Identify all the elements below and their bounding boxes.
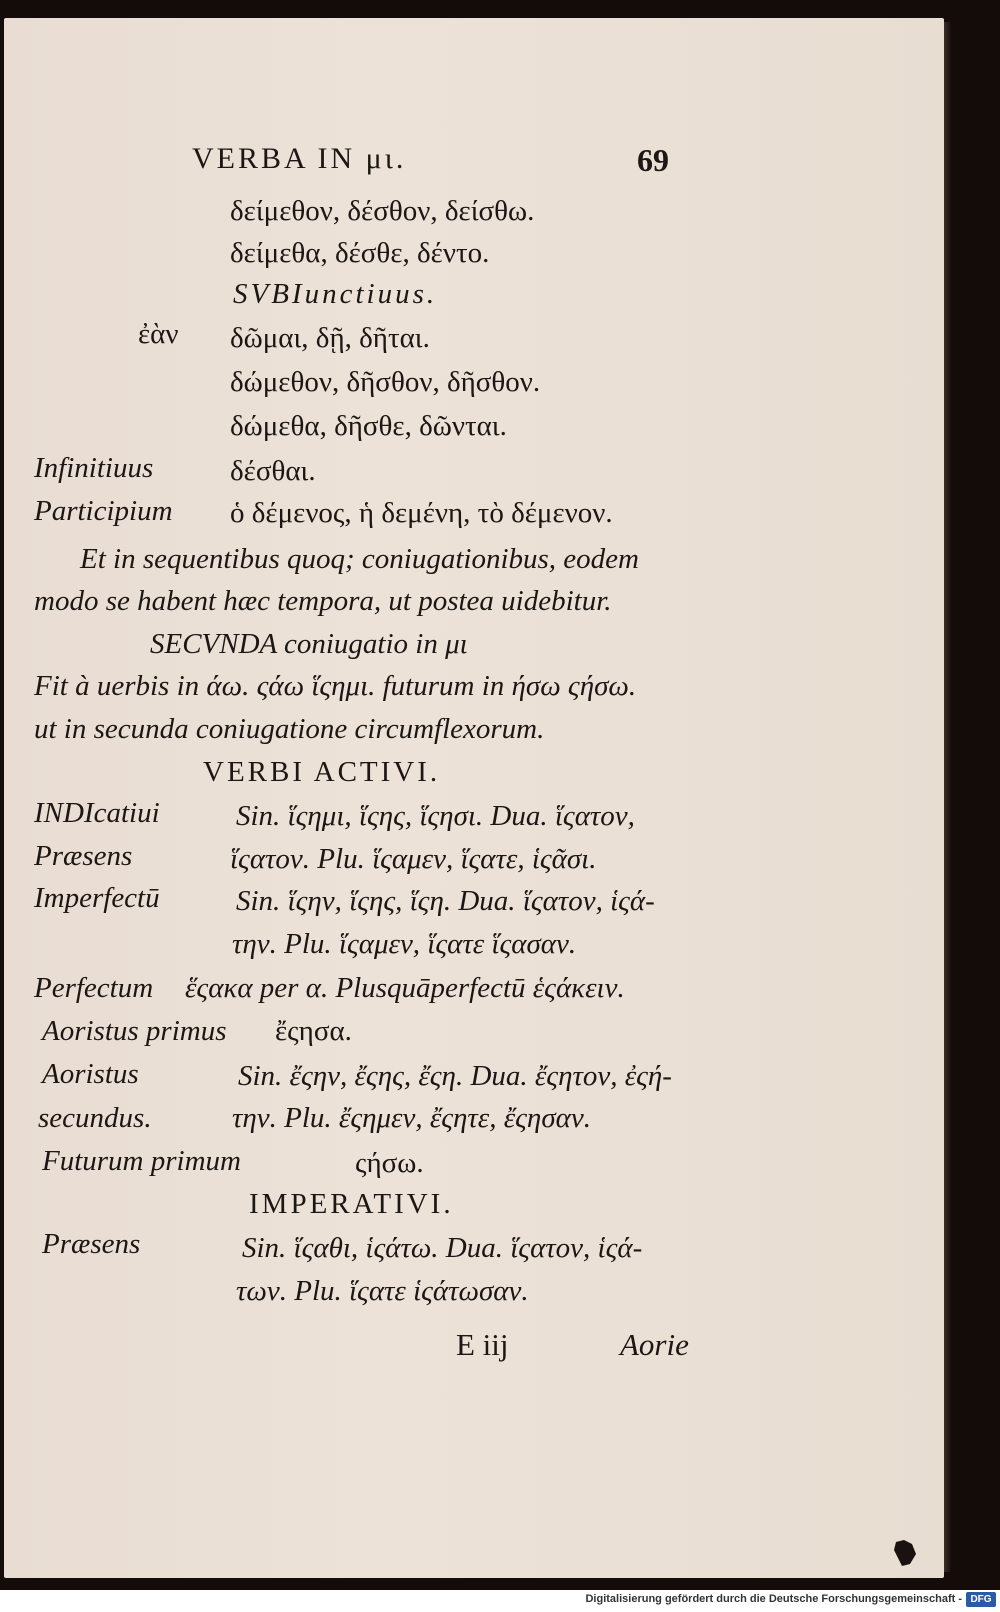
margin-label: Præsens bbox=[42, 1228, 141, 1260]
margin-label: ἐὰν bbox=[138, 318, 179, 350]
signature-mark: E iij bbox=[456, 1327, 509, 1362]
margin-label: Imperfectū bbox=[34, 882, 160, 914]
section-heading: VERBI ACTIVI. bbox=[203, 756, 441, 788]
catchword: Aorie bbox=[620, 1327, 689, 1362]
running-head: VERBA IN μι. bbox=[192, 142, 407, 175]
text-line: δῶμαι, δῇ, δῆται. bbox=[230, 322, 430, 354]
page-number: 69 bbox=[637, 142, 669, 178]
text-line: ut in secunda coniugatione circumflexorum. bbox=[34, 713, 545, 745]
text-line: modo se habent hæc tempora, ut postea uidebitur. bbox=[34, 585, 612, 617]
margin-label: Perfectum bbox=[34, 972, 154, 1004]
ink-blot-icon bbox=[892, 1538, 918, 1568]
margin-label: Infinitiuus bbox=[34, 452, 154, 484]
text-line: δώμεθα, δῆσθε, δῶνται. bbox=[230, 410, 507, 442]
margin-label: INDIcatiui bbox=[34, 797, 160, 829]
footer-credit: Digitalisierung gefördert durch die Deutsche Forschungsgemeinschaft - bbox=[585, 1593, 962, 1605]
text-line: δείμεθα, δέσθε, δέντο. bbox=[230, 237, 490, 269]
text-line: Sin. ἵςαθι, ἱςάτω. Dua. ἵςατον, ἱςά- bbox=[242, 1232, 643, 1264]
text-line: Et in sequentibus quoq; coniugationibus, eodem bbox=[80, 543, 639, 575]
text-line: δέσθαι. bbox=[230, 455, 316, 487]
text-line: ὁ δέμενος, ἡ δεμένη, τὸ δέμενον. bbox=[230, 497, 613, 529]
margin-label: Participium bbox=[34, 495, 173, 527]
text-line: Sin. ἵςημι, ἵςης, ἵςησι. Dua. ἵςατον, bbox=[236, 800, 635, 832]
margin-label: Aoristus primus bbox=[42, 1015, 227, 1047]
text-line: την. Plu. ἵςαμεν, ἵςατε ἵςασαν. bbox=[232, 928, 577, 960]
margin-label: Præsens bbox=[34, 840, 133, 872]
text-line: Sin. ἵςην, ἵςης, ἵςη. Dua. ἵςατον, ἱςά- bbox=[236, 885, 655, 917]
text-line: δείμεθον, δέσθον, δείσθω. bbox=[230, 195, 535, 227]
text-line: των. Plu. ἵςατε ἱςάτωσαν. bbox=[236, 1275, 529, 1307]
margin-label: Aoristus bbox=[42, 1058, 139, 1090]
text-line: ἕςακα per α. Plusquāperfectū ἑςάκειν. bbox=[185, 972, 625, 1004]
text-line: την. Plu. ἔςημεν, ἔςητε, ἔςησαν. bbox=[232, 1102, 591, 1134]
text-line: Sin. ἔςην, ἔςης, ἔςη. Dua. ἔςητον, ἐςή- bbox=[238, 1060, 672, 1092]
section-heading: SVBIunctiuus. bbox=[233, 278, 438, 310]
text-line: ςήσω. bbox=[355, 1147, 424, 1179]
page-edge bbox=[944, 22, 952, 1572]
text-line: δώμεθον, δῆσθον, δῆσθον. bbox=[230, 366, 541, 398]
digitization-footer bbox=[0, 1590, 1000, 1612]
margin-label: Futurum primum bbox=[42, 1145, 241, 1177]
text-line: Fit à uerbis in άω. ςάω ἵςημι. futurum in ήσω ςήσω. bbox=[34, 670, 637, 702]
section-heading: IMPERATIVI. bbox=[249, 1188, 454, 1220]
dfg-logo: DFG bbox=[966, 1592, 996, 1607]
margin-label: secundus. bbox=[38, 1102, 152, 1134]
section-heading: SECVNDA coniugatio in μι bbox=[150, 628, 468, 660]
text-line: ἵςατον. Plu. ἵςαμεν, ἵςατε, ἱςᾶσι. bbox=[230, 843, 597, 875]
text-line: ἔςησα. bbox=[275, 1015, 352, 1047]
